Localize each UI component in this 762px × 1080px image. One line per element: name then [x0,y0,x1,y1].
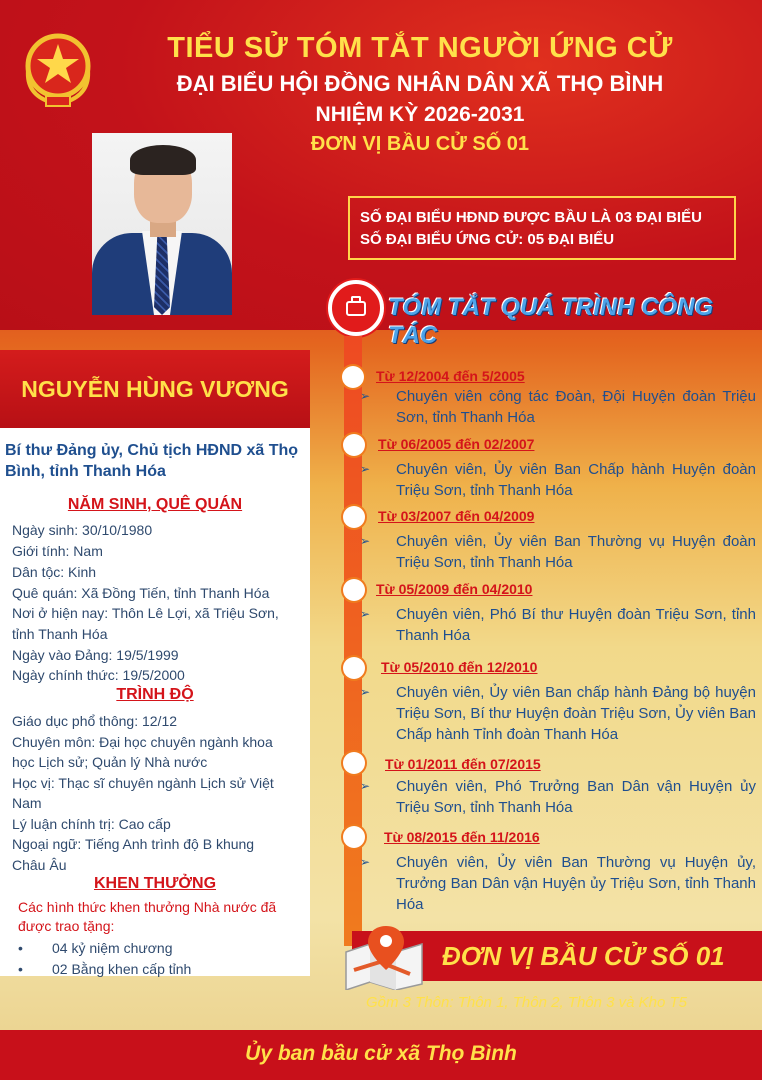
national-emblem [20,30,96,110]
arrow-bullet-icon: ➢ [360,779,371,793]
birth-section-title: NĂM SINH, QUÊ QUÁN [67,496,243,513]
timeline-date: Từ 01/2011 đến 07/2015 [385,756,541,772]
page-title: TIỂU SỬ TÓM TẮT NGƯỜI ỨNG CỬ [167,32,673,64]
timeline-dot [343,506,365,528]
award-item: • 04 kỷ niệm chương [18,940,173,956]
map-pin-icon [340,922,430,990]
timeline-entry: ➢ Chuyên viên, Ủy viên Ban chấp hành Đảng bộ huyện Triệu Sơn, Bí thư Huyện đoàn Triệu Sơn, Ủy viên Ban Chấp hành Tỉnh đoàn Thanh Hóa [360,684,756,743]
timeline-entry: ➢ Chuyên viên, Phó Bí thư Huyện đoàn Triệu Sơn, tỉnh Thanh Hóa [360,606,756,644]
candidate-name: NGUYỄN HÙNG VƯƠNG [21,375,289,402]
footer-text: Ủy ban bầu cử xã Thọ Bình [245,1042,517,1065]
unit-banner-title: ĐƠN VỊ BẦU CỬ SỐ 01 [442,941,725,971]
birth-line: Dân tộc: Kinh [12,564,97,580]
timeline-date: Từ 05/2010 đến 12/2010 [381,659,538,675]
stats-line-elected: SỐ ĐẠI BIỂU HĐND ĐƯỢC BẦU LÀ 03 ĐẠI BIỂU [360,209,702,226]
education-line: Châu Âu [12,857,67,873]
education-line: Nam [12,795,42,811]
timeline-entry: ➢ Chuyên viên, Ủy viên Ban Thường vụ Huyện ủy, Trưởng Ban Dân vận Huyện ủy Triệu Sơn, tỉnh Thanh Hóa [360,854,756,913]
stats-line-candidates: SỐ ĐẠI BIỂU ỨNG CỬ: 05 ĐẠI BIỂU [360,231,615,248]
education-line: Lý luận chính trị: Cao cấp [12,816,171,832]
birth-line: Ngày sinh: 30/10/1980 [12,522,153,538]
timeline-entry: ➢ Chuyên viên công tác Đoàn, Đội Huyện đoàn Triệu Sơn, tỉnh Thanh Hóa [360,388,756,426]
arrow-bullet-icon: ➢ [360,855,371,869]
stats-box [348,196,736,260]
work-history-title: TÓM TẮT QUÁ TRÌNH CÔNG TÁC [388,294,714,349]
name-banner [0,350,310,428]
awards-intro: Các hình thức khen thưởng Nhà nước đã được trao tặng: [18,899,277,934]
birth-line: Ngày chính thức: 19/5/2000 [12,667,185,683]
arrow-bullet-icon: ➢ [360,607,371,621]
education-line: Học vị: Thạc sĩ chuyên ngành Lịch sử Việt [12,775,274,791]
arrow-bullet-icon: ➢ [360,534,371,548]
education-line: Giáo dục phổ thông: 12/12 [12,713,178,729]
timeline-dot [343,579,365,601]
birth-line: Ngày vào Đảng: 19/5/1999 [12,647,179,663]
awards-section-title: KHEN THƯỞNG [93,875,217,892]
birth-line: tỉnh Thanh Hóa [12,626,108,642]
unit-villages: Gồm 3 Thôn: Thôn 1, Thôn 2, Thôn 3 và Kho T5 [366,994,688,1011]
award-item: • 02 Bằng khen cấp tỉnh [18,961,192,977]
timeline-date: Từ 05/2009 đến 04/2010 [376,581,533,597]
education-line: Chuyên môn: Đại học chuyên ngành khoa [12,734,273,750]
timeline-entry: ➢ Chuyên viên, Ủy viên Ban Chấp hành Huyện đoàn Triệu Sơn, tỉnh Thanh Hóa [360,461,756,499]
timeline-dot [343,434,365,456]
candidate-portrait [92,133,232,315]
timeline-dot [343,826,365,848]
arrow-bullet-icon: ➢ [360,462,371,476]
timeline-date: Từ 12/2004 đến 5/2005 [376,368,525,384]
timeline-entry: ➢ Chuyên viên, Phó Trưởng Ban Dân vận Huyện ủy Triệu Sơn, tỉnh Thanh Hóa [360,778,756,816]
timeline-dot [342,366,364,388]
timeline-dot [343,657,365,679]
arrow-bullet-icon: ➢ [360,685,371,699]
arrow-bullet-icon: ➢ [360,389,371,403]
info-panel [0,428,310,976]
term-label: NHIỆM KỲ 2026-2031 [315,103,525,126]
unit-label: ĐƠN VỊ BẦU CỬ SỐ 01 [310,133,530,155]
birth-line: Quê quán: Xã Đồng Tiến, tỉnh Thanh Hóa [12,585,270,601]
education-line: Ngoại ngữ: Tiếng Anh trình độ B khung [12,836,255,852]
candidate-position: Bí thư Đảng ủy, Chủ tịch HĐND xã Thọ Bình, tỉnh Thanh Hóa [5,442,299,480]
page-subtitle: ĐẠI BIỂU HỘI ĐỒNG NHÂN DÂN XÃ THỌ BÌNH [176,71,664,96]
education-section-title: TRÌNH ĐỘ [116,686,194,703]
education-line: học Lịch sử; Quản lý Nhà nước [12,754,208,770]
birth-line: Giới tính: Nam [12,543,103,559]
briefcase-icon [328,280,384,336]
footer [0,1030,762,1080]
birth-line: Nơi ở hiện nay: Thôn Lê Lợi, xã Triệu Sơn, [12,605,279,621]
timeline-dot [343,752,365,774]
timeline-entry: ➢ Chuyên viên, Ủy viên Ban Thường vụ Huyện đoàn Triệu Sơn, tỉnh Thanh Hóa [360,533,756,571]
timeline-date: Từ 08/2015 đến 11/2016 [384,829,540,845]
timeline-date: Từ 03/2007 đến 04/2009 [378,508,535,524]
timeline-date: Từ 06/2005 đến 02/2007 [378,436,535,452]
